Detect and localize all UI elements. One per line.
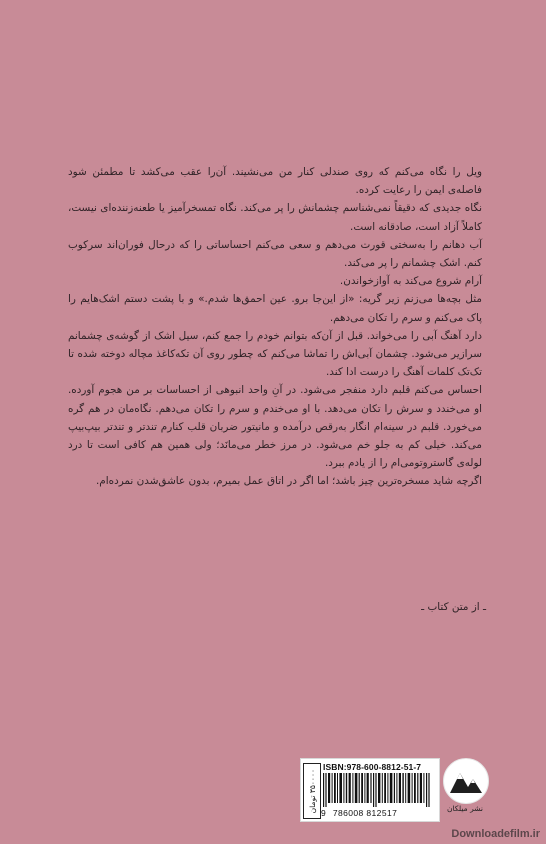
excerpt-paragraph-8: اگرچه شاید مسخره‌ترین چیز باشد؛ اما اگر در اتاق عمل بمیرم، بدون عاشق‌شدن نمرده‌ام. xyxy=(96,475,482,488)
barcode-icon xyxy=(323,773,435,807)
publisher-mountain-icon xyxy=(443,758,489,804)
barcode-digit-main: 786008 812517 xyxy=(332,808,398,818)
isbn-number: ISBN:978-600-8812-51-7 xyxy=(323,762,422,772)
excerpt-paragraph-7: احساس می‌کنم قلبم دارد منفجر می‌شود. در آنِ واحد انبوهی از احساسات بر من هجوم آورده. او می‌خندد و سرش را تکان می‌دهد. با او می‌خندم و سرم را تکان می‌دهم. نگاه‌مان در هم گره می‌خورد. قلبم در سینه‌ام انگار به‌رقص درآمده و مانیتور ضربان قلب کنارم تندتر و تندتر بیپ‌بیپ می‌کند. خیلی کم به جلو خم می‌شود. در مرز خطر می‌مانَد؛ ولی همین هم کافی است تا درد لوله‌ی گاستروتومی‌ام را از یادم ببرد. xyxy=(68,384,482,470)
excerpt-paragraph-6: دارد آهنگ آبی را می‌خواند. قبل از آن‌که بتوانم خودم را جمع کنم، سیل اشک از گوشه‌ی چشمانم سرازیر می‌شود. چشمان آبی‌اش را تماشا می‌کنم که چطور روی آن تکه‌کاغذ مچاله دوخته شده تا تک‌تک کلمات آهنگ را درست ادا کند. xyxy=(68,329,482,379)
barcode-digit-prefix: 9 xyxy=(321,808,327,818)
excerpt-paragraph-4: آرام شروع می‌کند به آوازخواندن. xyxy=(339,275,482,288)
excerpt-paragraph-2: نگاه جدیدی که دقیقاً نمی‌شناسم چشمانش را پر می‌کند. نگاه تمسخرآمیز یا طعنه‌زننده‌ای نیست، کاملاً آزاد است، صادقانه است. xyxy=(68,202,482,233)
back-cover-excerpt xyxy=(68,163,482,491)
publisher-name: نشر میلکان xyxy=(447,804,483,813)
price-label: ۳۵۰۰۰۰ تومان xyxy=(307,768,317,814)
barcode-panel xyxy=(300,758,440,822)
excerpt-paragraph-3: آب دهانم را به‌سختی قورت می‌دهم و سعی می‌کنم احساساتی را که درحال فوران‌اند سرکوب کنم. اشک چشمانم را پر می‌کند. xyxy=(68,238,482,270)
barcode-digits xyxy=(321,808,397,818)
excerpt-source: ـ از متن کتاب ـ xyxy=(421,601,486,613)
excerpt-paragraph-1: ویل را نگاه می‌کنم که روی صندلی کنار من می‌نشیند. آن‌را عقب می‌کشد تا مطمئن شود فاصله‌ی ایمن را رعایت کرده. xyxy=(68,166,482,197)
publisher-logo xyxy=(443,758,487,818)
price-box xyxy=(303,763,321,819)
excerpt-paragraph-5: مثل بچه‌ها می‌زنم زیر گریه: «از این‌جا برو. عین احمق‌ها شدم.» و با پشت دستم اشک‌هایم را پاک می‌کنم و سرم را تکان می‌دهم. xyxy=(68,293,482,324)
site-watermark: Downloadefilm.ir xyxy=(451,828,540,840)
